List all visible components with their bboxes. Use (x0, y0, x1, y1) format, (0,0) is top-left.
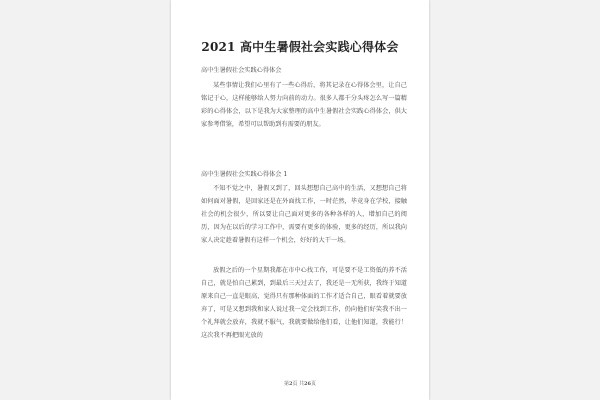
document-title: 2021 高中生暑假社会实践心得体会 (201, 40, 399, 54)
page-label-suffix: 页 (311, 381, 317, 387)
total-pages: 26 (304, 381, 312, 387)
intro-paragraph: 某些事情让我们心里有了一些心得后，将其记录在心得体会里，让自己铭记于心，这样能够给人努力向前的动力。很多人都千分头疼怎么写一篇精彩的心得体会，以下是我为大家整理的高中生暑假社会实践心得体会，供大家参考借鉴，希望可以帮助到有需要的朋友。 (201, 82, 407, 128)
paragraph-2: 不知不觉之中，暑假又到了，回头想想自己高中的生活，又想想自己将如何面对暑假，是回家还是在外面找工作，一时茫然，毕竟身在学校，接触社会的机会很少，所以要让自己面对更多的各种各样的人，增加自己的阅历，因为在以后的学习工作中，需要有更多的体验，更多的经历，所以我向家人决定趁着暑假有这样一个机会，好好的大干一场。 (201, 185, 407, 244)
paragraph-3: 放假之后的一个星期我都在市中心找工作，可是要不是工资低的养不活自己，就是怕自己累到，到最后三天过去了，我还是一无所获，我终于知道原来自己一直是眼高，觉得只有那种体面的工作才适合自己，眼看着就要放弃了，可是又想到我和家人说过我一定会找到工作，仍向他们好笑我不出一个礼拜就会放弃，我就不服气，我就要做给他们看，让他们知道，我能行！这次我不再把眼光放的 (201, 267, 407, 339)
page-label-prefix: 第 (283, 381, 289, 387)
page-footer (171, 380, 429, 387)
subheading: 高中生暑假社会实践心得体会 (201, 67, 282, 74)
page-label-mid: 页 共 (292, 381, 305, 387)
document-page (171, 0, 429, 400)
section-heading: 高中生暑假社会实践心得体会 1 (201, 171, 288, 178)
page-number: 2 (288, 381, 293, 387)
